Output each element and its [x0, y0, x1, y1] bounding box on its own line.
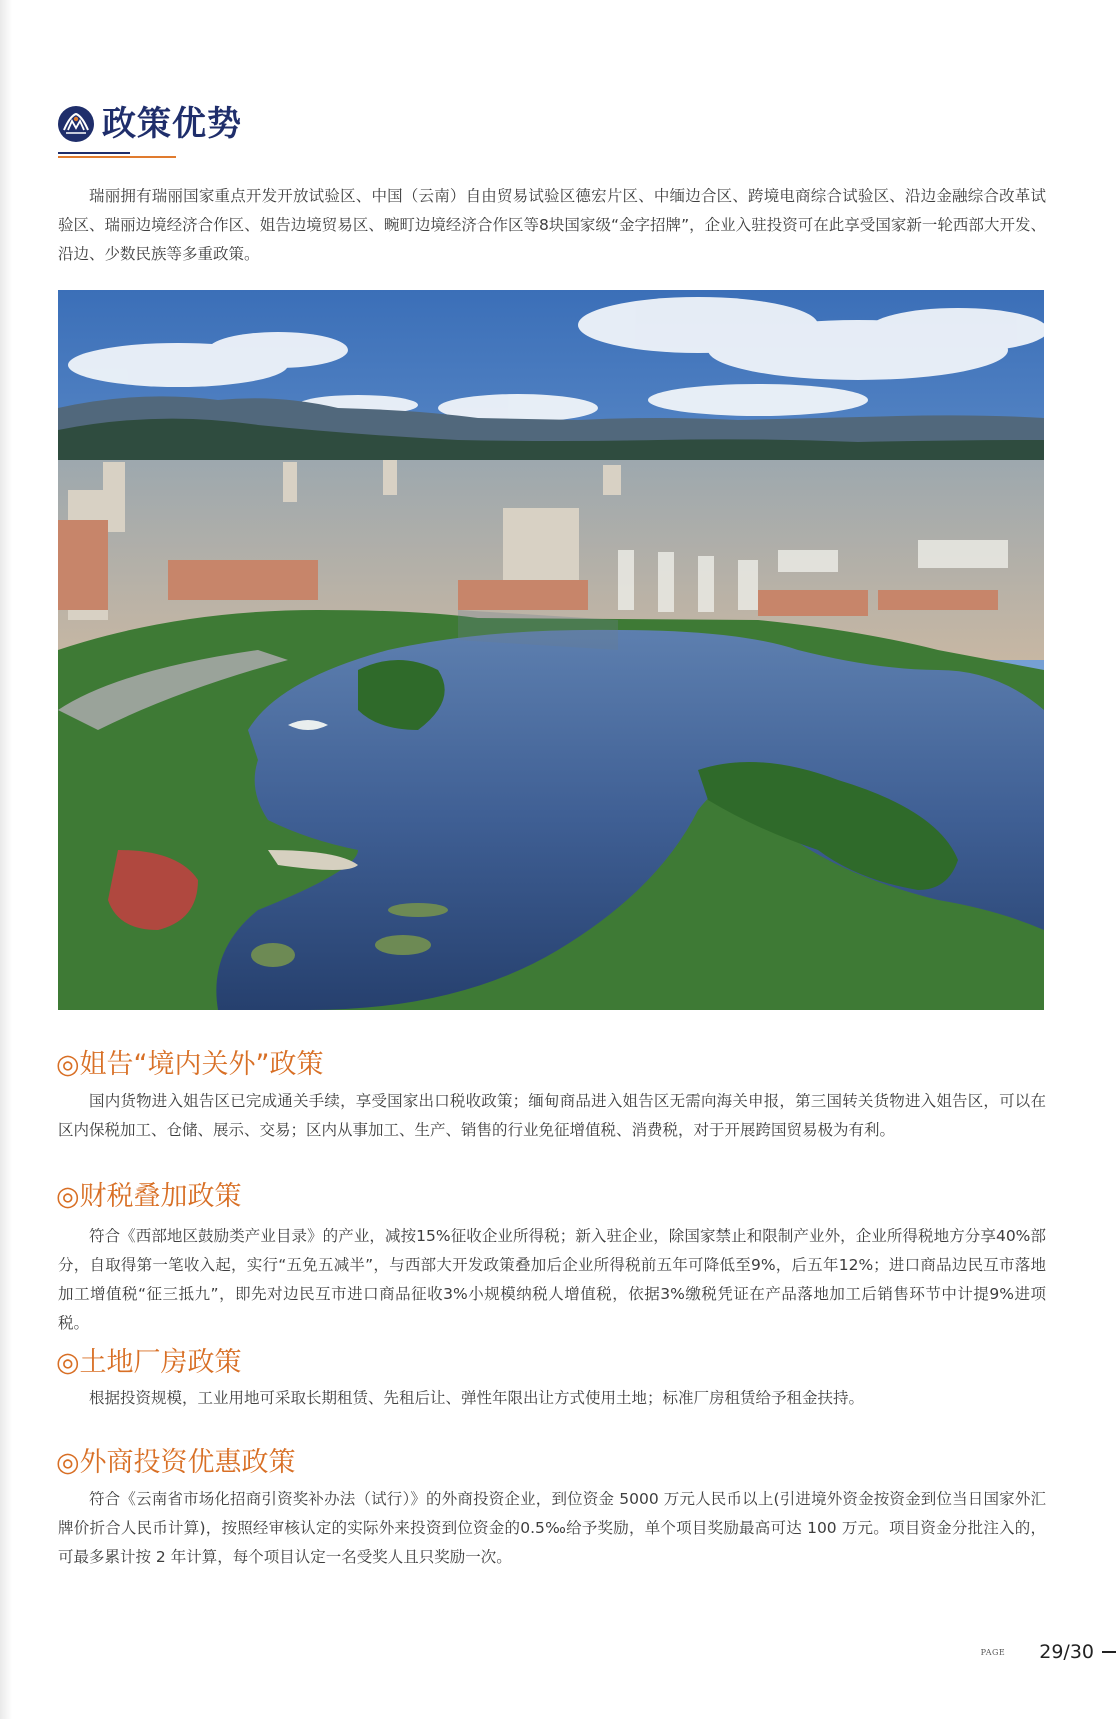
section-body-foreign-investment: 符合《云南省市场化招商引资奖补办法（试行）》的外商投资企业，到位资金 5000 万元人民币以上(引进境外资金按资金到位当日国家外汇牌价折合人民币计算)，按照经审核认定的实际外来投资到位资金的0.5‰给予奖励，单个项目奖励最高可达 100 万元。项目资金分批注入的，可最多累计按 2 年计算，每个项目认定一名受奖人且只奖励一次。	[58, 1490, 1046, 1566]
city-lake-aerial-photo	[58, 290, 1044, 1010]
section-body-tax: 符合《西部地区鼓励类产业目录》的产业，减按15%征收企业所得税；新入驻企业，除国家禁止和限制产业外，企业所得税地方分享40%部分，自取得第一笔收入起，实行“五免五减半”，与西部大开发政策叠加后企业所得税前五年可降低至9%，后五年12%；进口商品边民互市落地加工增值税“征三抵九”，即先对边民互市进口商品征收3%小规模纳税人增值税，依据3%缴税凭证在产品落地加工后销售环节中计提9%进项税。	[58, 1227, 1046, 1332]
section-heading-foreign-investment: ◎外商投资优惠政策	[56, 1447, 296, 1478]
section-heading-land: ◎土地厂房政策	[56, 1347, 242, 1378]
page-title: 政策优势	[102, 104, 242, 144]
page-header	[58, 104, 242, 144]
page-number: 29/30	[1039, 1641, 1094, 1663]
section-body-jiegao: 国内货物进入姐告区已完成通关手续，享受国家出口税收政策；缅甸商品进入姐告区无需向海关申报，第三国转关货物进入姐告区，可以在区内保税加工、仓储、展示、交易；区内从事加工、生产、销售的行业免征增值税、消费税，对于开展跨国贸易极为有利。	[58, 1092, 1046, 1139]
intro-paragraph: 瑞丽拥有瑞丽国家重点开发开放试验区、中国（云南）自由贸易试验区德宏片区、中缅边合区、跨境电商综合试验区、沿边金融综合改革试验区、瑞丽边境经济合作区、姐告边境贸易区、畹町边境经济合作区等8块国家级“金字招牌”，企业入驻投资可在此享受国家新一轮西部大开发、沿边、少数民族等多重政策。	[58, 187, 1046, 263]
footer-dash	[1102, 1651, 1116, 1653]
section-body-land: 根据投资规模，工业用地可采取长期租赁、先租后让、弹性年限出让方式使用土地；标准厂房租赁给予租金扶持。	[89, 1389, 865, 1407]
page-footer	[981, 1637, 1116, 1667]
page-label: PAGE	[980, 1647, 1006, 1657]
title-underline	[58, 152, 176, 158]
logo-badge-icon	[58, 106, 94, 142]
section-heading-jiegao: ◎姐告“境内关外”政策	[56, 1049, 324, 1080]
page-edge-shadow	[0, 0, 12, 1719]
section-heading-tax: ◎财税叠加政策	[56, 1181, 242, 1212]
